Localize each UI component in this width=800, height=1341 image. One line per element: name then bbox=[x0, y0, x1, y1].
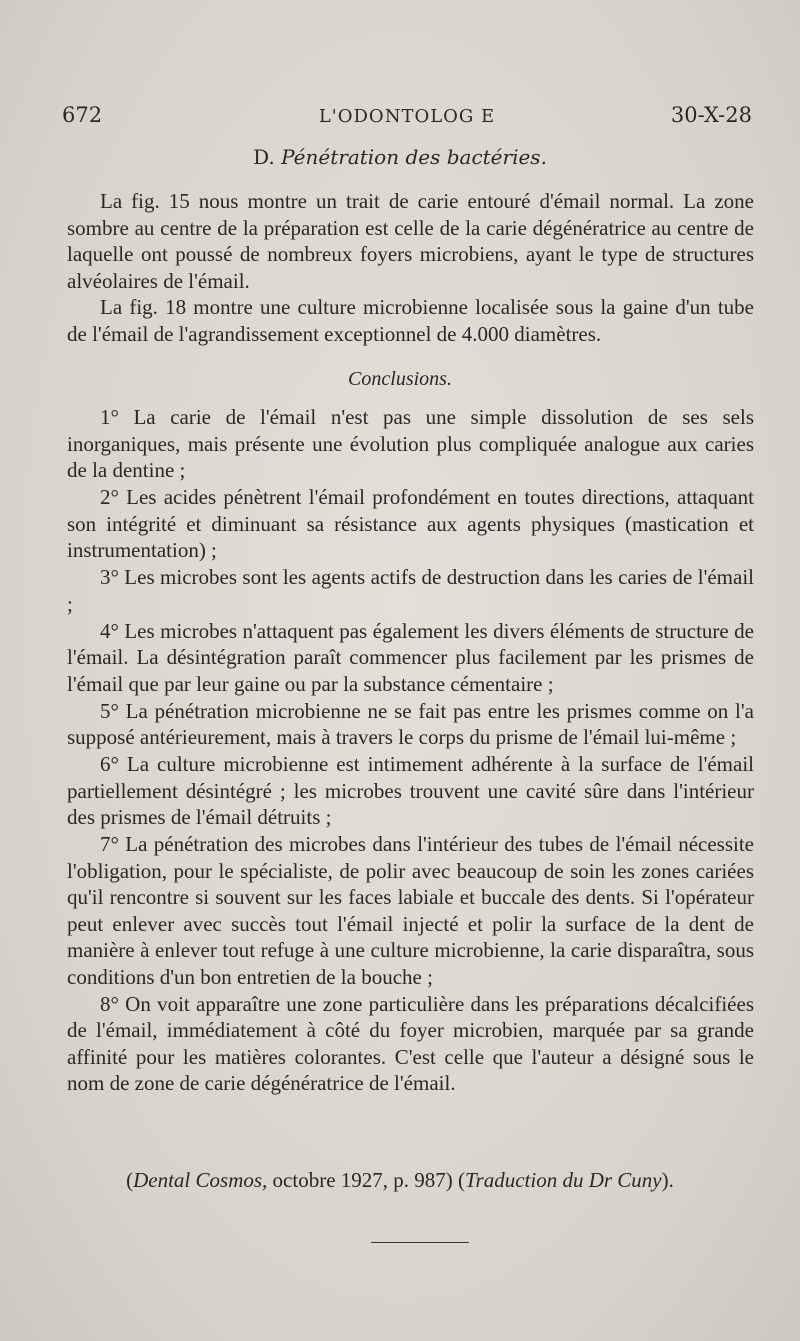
page-number: 672 bbox=[62, 103, 103, 127]
conclusion-item: 1° La carie de l'émail n'est pas une simple dissolution de ses sels inorganiques, mais présente une évolution plus compliquée analogue aux caries de la dentine ; bbox=[67, 405, 754, 482]
conclusions-heading: Conclusions. bbox=[348, 368, 452, 390]
paragraph: La fig. 18 montre une culture microbienne localisée sous la gaine d'un tube de l'émail de l'agrandissement exceptionnel de 4.000 diamètres. bbox=[67, 295, 754, 346]
citation-source: Dental Cosmos, bbox=[133, 1168, 268, 1192]
section-title: Pénétration des bactéries. bbox=[281, 145, 547, 169]
issue-date: 30-X-28 bbox=[670, 103, 752, 127]
conclusion-item: 5° La pénétration microbienne ne se fait pas entre les prismes comme on l'a supposé antérieurement, mais à travers le corps du prisme de l'émail lui-même ; bbox=[67, 698, 754, 749]
section-heading bbox=[0, 145, 800, 169]
running-header bbox=[62, 103, 752, 133]
conclusion-item: 2° Les acides pénètrent l'émail profondément en toutes directions, attaquant son intégrité et diminuant sa résistance aux agents physiques (mastication et instrumentation) ; bbox=[67, 485, 754, 562]
citation-details: octobre 1927, p. 987) bbox=[272, 1168, 453, 1192]
conclusions-list bbox=[67, 404, 754, 1097]
citation: (Dental Cosmos, octobre 1927, p. 987) (Traduction du Dr Cuny). bbox=[126, 1168, 674, 1192]
citation-translation: Traduction du Dr Cuny bbox=[465, 1168, 662, 1192]
conclusion-item: 4° Les microbes n'attaquent pas également les divers éléments de structure de l'émail. La désintégration paraît commencer plus facilement par les prismes de l'émail que par leur gaine ou par la substance cémentaire ; bbox=[67, 618, 754, 696]
conclusion-item: 7° La pénétration des microbes dans l'intérieur des tubes de l'émail nécessite l'obligation, pour le spécialiste, de polir avec beaucoup de soin les zones cariées qu'il rencontre si souvent sur les faces labiale et buccale des dents. Si l'opérateur peut enlever avec succès tout l'émail injecté et polir la surface de la dent de manière à enlever tout refuge à une culture microbienne, la carie disparaîtra, sous conditions d'un bon entretien de la bouche ; bbox=[67, 832, 754, 989]
conclusion-item: 3° Les microbes sont les agents actifs de destruction dans les caries de l'émail ; bbox=[67, 565, 754, 616]
paragraph: La fig. 15 nous montre un trait de carie entouré d'émail normal. La zone sombre au centre de la préparation est celle de la carie dégénératrice au centre de laquelle ont poussé de nombreux foyers microbiens, ayant le type de structures alvéolaires de l'émail. bbox=[67, 189, 754, 293]
journal-title: L'ODONTOLOG E bbox=[318, 106, 496, 127]
conclusion-item: 8° On voit apparaître une zone particulière dans les préparations décalcifiées de l'émail, immédiatement à côté du foyer microbien, marquée par sa grande affinité pour les matières colorantes. C'est celle que l'auteur a désigné sous le nom de zone de carie dégénératrice de l'émail. bbox=[67, 991, 754, 1095]
intro-text bbox=[67, 188, 754, 347]
end-rule bbox=[371, 1242, 469, 1243]
conclusion-item: 6° La culture microbienne est intimement adhérente à la surface de l'émail partiellement désintégré ; les microbes trouvent une cavité sûre dans l'intérieur des prismes de l'émail détruits ; bbox=[67, 752, 754, 829]
section-letter: D. bbox=[253, 145, 275, 169]
